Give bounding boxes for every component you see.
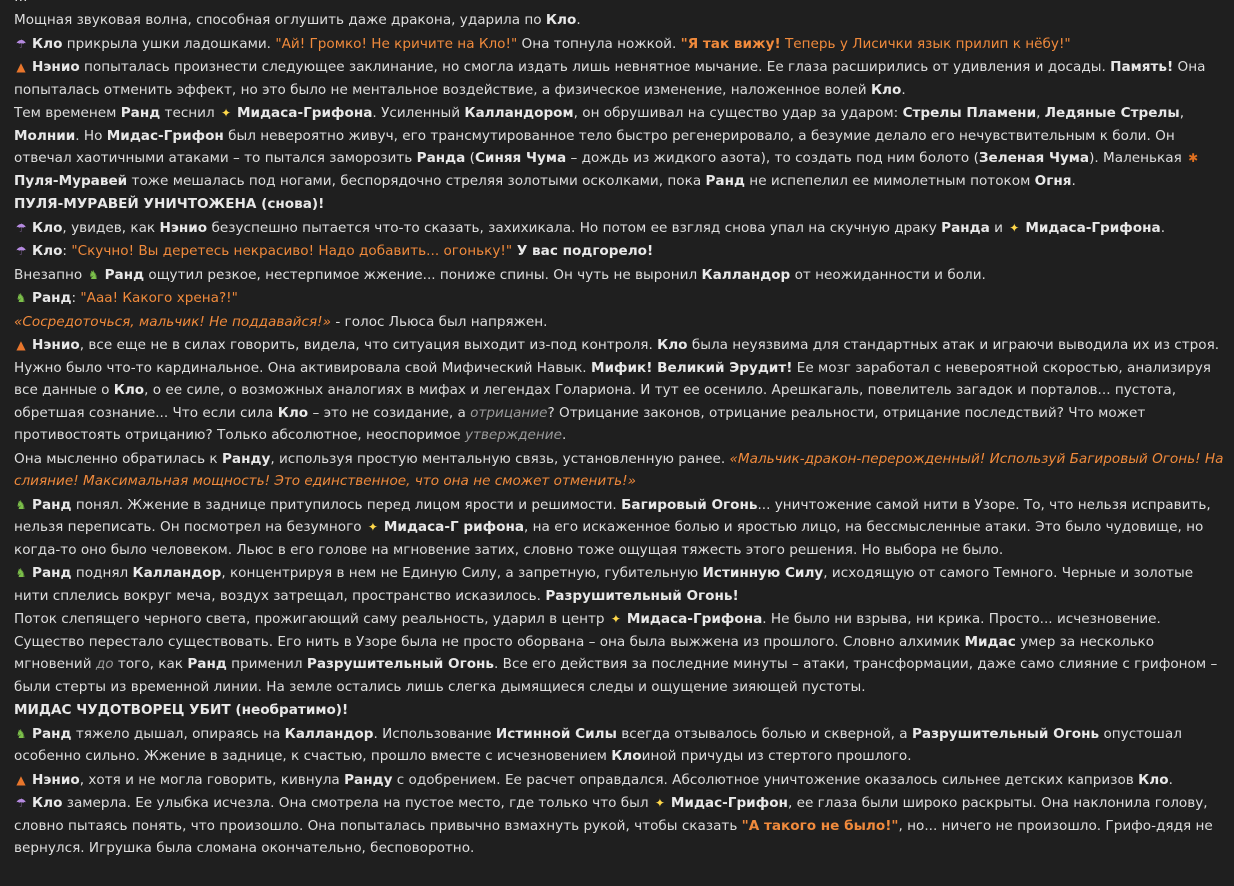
text: был невероятно живуч, его трансмутированное тело быстро регенерировало, а безумие делало его нечувствительным к боли. Он отвечал хаотичными атаками – то пытался заморозить bbox=[14, 127, 1175, 166]
text: с одобрением. Ее расчет оправдался. Абсолютное уничтожение оказалось сильнее детских капризов bbox=[392, 771, 1139, 788]
name-klo: Кло bbox=[32, 243, 63, 259]
quote: Теперь у Лисички язык прилип к нёбу!" bbox=[780, 35, 1071, 52]
name-klo: Кло bbox=[277, 404, 309, 421]
text: от неожиданности и боли. bbox=[790, 266, 986, 283]
quote: "Ай! Громко! Не кричите на Кло!" bbox=[275, 35, 518, 52]
text: . bbox=[576, 12, 581, 28]
bold-text: Огня bbox=[1034, 172, 1072, 189]
text: , он обрушивал на существо удар за ударом: bbox=[573, 105, 903, 121]
umbrella-icon: ☂ bbox=[15, 244, 27, 258]
text: : bbox=[71, 290, 81, 306]
text: . Все его действия за последние минуты – атаки, трансформации, даже само слияние с грифоном – были стерты из временной линии. На земле остались лишь слегка дымящиеся следы и ощущение зияющей пустоты. bbox=[14, 656, 1218, 695]
text: Она топнула ножкой. bbox=[517, 35, 681, 52]
story-text bbox=[14, 0, 1224, 861]
name-midas: Мидас-Грифон bbox=[670, 795, 788, 811]
bold-text: Калландором bbox=[464, 105, 574, 121]
text: , хотя и не могла говорить, кивнула bbox=[79, 771, 345, 788]
bold-text: У вас подгорело! bbox=[512, 243, 654, 259]
name-midas: Мидаса-Грифона bbox=[237, 105, 373, 121]
paragraph-9 bbox=[14, 287, 1224, 310]
text: , но... ничего не произошло. Грифо-дядя не вернулся. Игрушка была сломана окончательно, бесповоротно. bbox=[14, 817, 1213, 856]
name-rand: Ранд bbox=[32, 496, 72, 513]
paragraph-1 bbox=[14, 9, 1224, 32]
text: того, как bbox=[113, 656, 188, 672]
name-klo: Кло bbox=[657, 337, 688, 353]
text: Мощная звуковая волна, способная оглушить даже дракона, ударила по bbox=[14, 12, 546, 28]
text: прикрыла ушки ладошками. bbox=[62, 35, 276, 52]
dragon-icon: ♞ bbox=[15, 726, 27, 741]
bold-text: Калландор bbox=[132, 565, 222, 581]
name-rand: Ранду bbox=[221, 450, 271, 467]
paragraph-8 bbox=[14, 264, 1224, 287]
text: . bbox=[1168, 771, 1173, 788]
paragraph-11 bbox=[14, 334, 1224, 447]
name-rand: Ранд bbox=[32, 565, 72, 581]
paragraph-7 bbox=[14, 240, 1224, 263]
text: умер за несколько мгновений bbox=[14, 633, 1155, 672]
dragon-icon: ♞ bbox=[15, 566, 27, 580]
name-nenio: Нэнио bbox=[32, 771, 80, 788]
text: Она попыталась отменить эффект, но это было не ментальное воздействие, а физическое изменение, наложенное волей bbox=[14, 59, 1206, 98]
text: , увидев, как bbox=[62, 219, 160, 236]
name-nenio: Нэнио bbox=[159, 219, 208, 236]
name-klo: Кло bbox=[545, 12, 577, 28]
name-midas: Мидаса-Грифона bbox=[1025, 219, 1161, 236]
text: ( bbox=[465, 150, 475, 166]
text: ... уничтожение самой нити в Узоре. То, что нельзя исправить, нельзя переписать. Он посмотрел на безумного bbox=[14, 496, 1211, 535]
text: - голос Льюса был напряжен. bbox=[331, 313, 548, 330]
text: , все еще не в силах говорить, видела, что ситуация выходит из-под контроля. bbox=[79, 337, 658, 353]
text: , bbox=[1036, 105, 1045, 121]
name-klo: Кло bbox=[32, 35, 63, 52]
fox-icon: ▲ bbox=[16, 60, 26, 74]
umbrella-icon: ☂ bbox=[15, 36, 27, 51]
text: ощутил резкое, нестерпимое жжение... пониже спины. Он чуть не выронил bbox=[144, 266, 702, 283]
status-heading: ПУЛЯ-МУРАВЕЙ УНИЧТОЖЕНА (снова)! bbox=[14, 196, 325, 212]
sparkles-icon: ✦ bbox=[221, 106, 232, 120]
text: понял. Жжение в заднице притупилось перед лицом ярости и решимости. bbox=[71, 496, 622, 513]
text: замерла. Ее улыбка исчезла. Она смотрела на пустое место, где только что был bbox=[62, 795, 653, 811]
bold-text: Истинной Силы bbox=[495, 725, 617, 742]
text: иной причуды из стертого прошлого. bbox=[641, 748, 912, 764]
italic-text: утверждение bbox=[464, 427, 562, 443]
text: , о ее силе, о возможных аналогиях в мифах и легендах Голариона. И тут ее осенило. Арешкагаль, повелитель загадок и порталов... пустота, обретшая сознание... Что если сила bbox=[14, 382, 1177, 421]
name-klo: Кло bbox=[1138, 771, 1169, 788]
text: Внезапно bbox=[14, 266, 87, 283]
dragon-icon: ♞ bbox=[15, 497, 27, 512]
name-nenio: Нэнио bbox=[32, 337, 80, 353]
text: ? Отрицание законов, отрицание реальности, отрицание последствий? Что может противостоять отрицанию? Только абсолютное, неоспоримое bbox=[14, 404, 1146, 443]
name-midas: Мидас-Грифон bbox=[106, 127, 224, 144]
partial-text bbox=[14, 0, 28, 5]
quote: «Сосредоточься, мальчик! Не поддавайся!» bbox=[14, 313, 331, 330]
bold-text: Разрушительный Огонь bbox=[911, 725, 1100, 742]
bold-text: Зеленая Чума bbox=[978, 150, 1090, 166]
text: : bbox=[62, 243, 72, 259]
text: Тем временем bbox=[14, 105, 121, 121]
name-rand: Ранд bbox=[32, 725, 72, 742]
bold-text: Калландор bbox=[284, 725, 374, 742]
paragraph-14 bbox=[14, 562, 1224, 607]
text: , используя простую ментальную связь, установленную ранее. bbox=[270, 450, 730, 467]
bold-text: Мифик! Великий Эрудит! bbox=[590, 359, 793, 376]
bold-text: Разрушительный Огонь bbox=[306, 656, 495, 672]
text: , ее глаза были широко раскрыты. Она наклонила голову, словно пытаясь понять, что произошло. Она попыталась привычно взмахнуть рукой, чтобы сказать bbox=[14, 795, 1208, 834]
text: , bbox=[1179, 105, 1185, 121]
quote: "Я так вижу! bbox=[680, 35, 781, 52]
bold-text: Синяя Чума bbox=[474, 150, 567, 166]
name-klo: Кло bbox=[870, 81, 902, 98]
name-klo: Кло bbox=[113, 382, 145, 398]
text: всегда отзывалось болью и скверной, а bbox=[616, 725, 912, 742]
paragraph-partial bbox=[14, 0, 1224, 8]
paragraph-3 bbox=[14, 56, 1224, 101]
text: Она мысленно обратилась к bbox=[14, 450, 222, 467]
name-klo: Кло bbox=[32, 219, 63, 236]
bold-text: Ледяные Стрелы bbox=[1044, 105, 1180, 121]
paragraph-16 bbox=[14, 699, 1224, 722]
text: . Использование bbox=[373, 725, 496, 742]
status-heading: МИДАС ЧУДОТВОРЕЦ УБИТ (необратимо)! bbox=[14, 702, 349, 718]
paragraph-13 bbox=[14, 494, 1224, 562]
fox-icon: ▲ bbox=[16, 338, 26, 352]
paragraph-5 bbox=[14, 193, 1224, 216]
italic-text: отрицание bbox=[470, 404, 548, 421]
bold-text: Калландор bbox=[701, 266, 791, 283]
bold-text: Мидас bbox=[964, 633, 1016, 650]
paragraph-10 bbox=[14, 311, 1224, 334]
ant-icon: ✱ bbox=[1188, 151, 1199, 165]
text: . bbox=[901, 81, 906, 98]
name-rand: Ранд bbox=[32, 290, 72, 306]
bold-text: Память! bbox=[1110, 59, 1174, 75]
text: попыталась произнести следующее заклинание, но смогла издать лишь невнятное мычание. Ее глаза расширились от удивления и досады. bbox=[79, 59, 1111, 75]
text: – это не созидание, а bbox=[308, 404, 471, 421]
text: Поток слепящего черного света, прожигающий саму реальность, ударил в центр bbox=[14, 611, 609, 627]
paragraph-19 bbox=[14, 792, 1224, 860]
text: теснил bbox=[160, 105, 220, 121]
paragraph-15 bbox=[14, 608, 1224, 698]
paragraph-12 bbox=[14, 448, 1224, 493]
text: тяжело дышал, опираясь на bbox=[71, 725, 285, 742]
name-rand: Ранда bbox=[941, 219, 990, 236]
text: опустошал особенно сильно. Жжение в заднице, к счастью, прошло вместе с исчезновением bbox=[14, 725, 1182, 764]
text: – дождь из жидкого азота), то создать под ним болото ( bbox=[566, 150, 979, 166]
sparkles-icon: ✦ bbox=[1009, 220, 1020, 235]
text: , концентрируя в нем не Единую Силу, а запретную, губительную bbox=[221, 565, 703, 581]
text: ). Маленькая bbox=[1089, 150, 1187, 166]
text: . Усиленный bbox=[372, 105, 465, 121]
paragraph-17 bbox=[14, 723, 1224, 768]
name-midas: Мидаса-Грифона bbox=[626, 611, 763, 627]
bold-text: Истинную Силу bbox=[702, 565, 824, 581]
text: . bbox=[1071, 172, 1076, 189]
sparkles-icon: ✦ bbox=[654, 796, 665, 810]
paragraph-6 bbox=[14, 217, 1224, 240]
bold-text: Разрушительный Огонь! bbox=[545, 587, 739, 604]
text: тоже мешалась под ногами, беспорядочно стреляя золотыми осколками, пока bbox=[127, 172, 706, 189]
text: не испепелил ее мимолетным потоком bbox=[744, 172, 1035, 189]
name-rand: Ранду bbox=[344, 771, 393, 788]
paragraph-18 bbox=[14, 769, 1224, 792]
text: применил bbox=[226, 656, 307, 672]
name-nenio: Нэнио bbox=[32, 59, 80, 75]
italic-text: до bbox=[95, 656, 114, 672]
text: и bbox=[989, 219, 1008, 236]
text: . Не было ни взрыва, ни крика. Просто... исчезновение. Существо перестало существовать. Его нить в Узоре была не просто оборвана – она была выжжена из прошлого. Словно алхимик bbox=[14, 611, 1161, 650]
sparkles-icon: ✦ bbox=[610, 612, 621, 626]
bold-text: Молнии bbox=[14, 127, 76, 144]
name-rand: Ранд bbox=[104, 266, 145, 283]
paragraph-2 bbox=[14, 33, 1224, 56]
name-rand: Ранд bbox=[187, 656, 227, 672]
quote: «Мальчик-дракон-перерожденный! Используй Багировый Огонь! На слияние! Максимальная мощность! Это единственное, что она не сможет отменить!» bbox=[14, 450, 1224, 489]
dragon-icon: ♞ bbox=[15, 291, 27, 305]
name-klo: Кло bbox=[32, 795, 63, 811]
text: . Но bbox=[75, 127, 107, 144]
name-rand: Ранд bbox=[705, 172, 745, 189]
umbrella-icon: ☂ bbox=[15, 796, 27, 810]
paragraph-4 bbox=[14, 102, 1224, 192]
text: Ее мозг заработал с невероятной скоростью, анализируя все данные о bbox=[14, 359, 1211, 398]
name-ant: Пуля-Муравей bbox=[14, 172, 128, 189]
text: безуспешно пытается что-то сказать, захихикала. Но потом ее взгляд снова упал на скучную драку bbox=[207, 219, 942, 236]
bold-text: Стрелы Пламени bbox=[902, 105, 1037, 121]
bold-text: Багировый Огонь bbox=[621, 496, 758, 513]
text: , на его искаженное болью и яростью лицо, на бессмысленные атаки. Это было чудовище, но когда-то оно было человеком. Льюс в его голове на мгновение затих, словно тоже ощущая тяжесть этого решения. Но выбора не было. bbox=[14, 519, 1204, 558]
text: . bbox=[1160, 219, 1166, 236]
name-rand: Ранд bbox=[120, 105, 161, 121]
quote: "А такого не было!" bbox=[741, 817, 899, 834]
fox-icon: ▲ bbox=[16, 772, 26, 787]
text: . bbox=[562, 427, 567, 443]
umbrella-icon: ☂ bbox=[15, 220, 27, 235]
text: поднял bbox=[71, 565, 133, 581]
quote: "Ааа! Какого хрена?!" bbox=[80, 290, 238, 306]
sparkles-icon: ✦ bbox=[367, 520, 378, 534]
quote: "Скучно! Вы деретесь некрасиво! Надо добавить... огоньку!" bbox=[71, 243, 513, 259]
name-midas: Мидаса-Г рифона bbox=[383, 519, 525, 535]
text: , исходящую от самого Темного. Черные и золотые нити сплелись вокруг меча, воздух затрещал, пространство исказилось. bbox=[14, 565, 1194, 604]
name-rand: Ранда bbox=[416, 150, 466, 166]
dragon-icon: ♞ bbox=[88, 267, 99, 282]
text: была неуязвима для стандартных атак и играючи выводила их из строя. Нужно было что-то кардинальное. Она активировала свой Мифический Навык. bbox=[14, 337, 1220, 376]
name-klo: Кло bbox=[611, 748, 642, 764]
